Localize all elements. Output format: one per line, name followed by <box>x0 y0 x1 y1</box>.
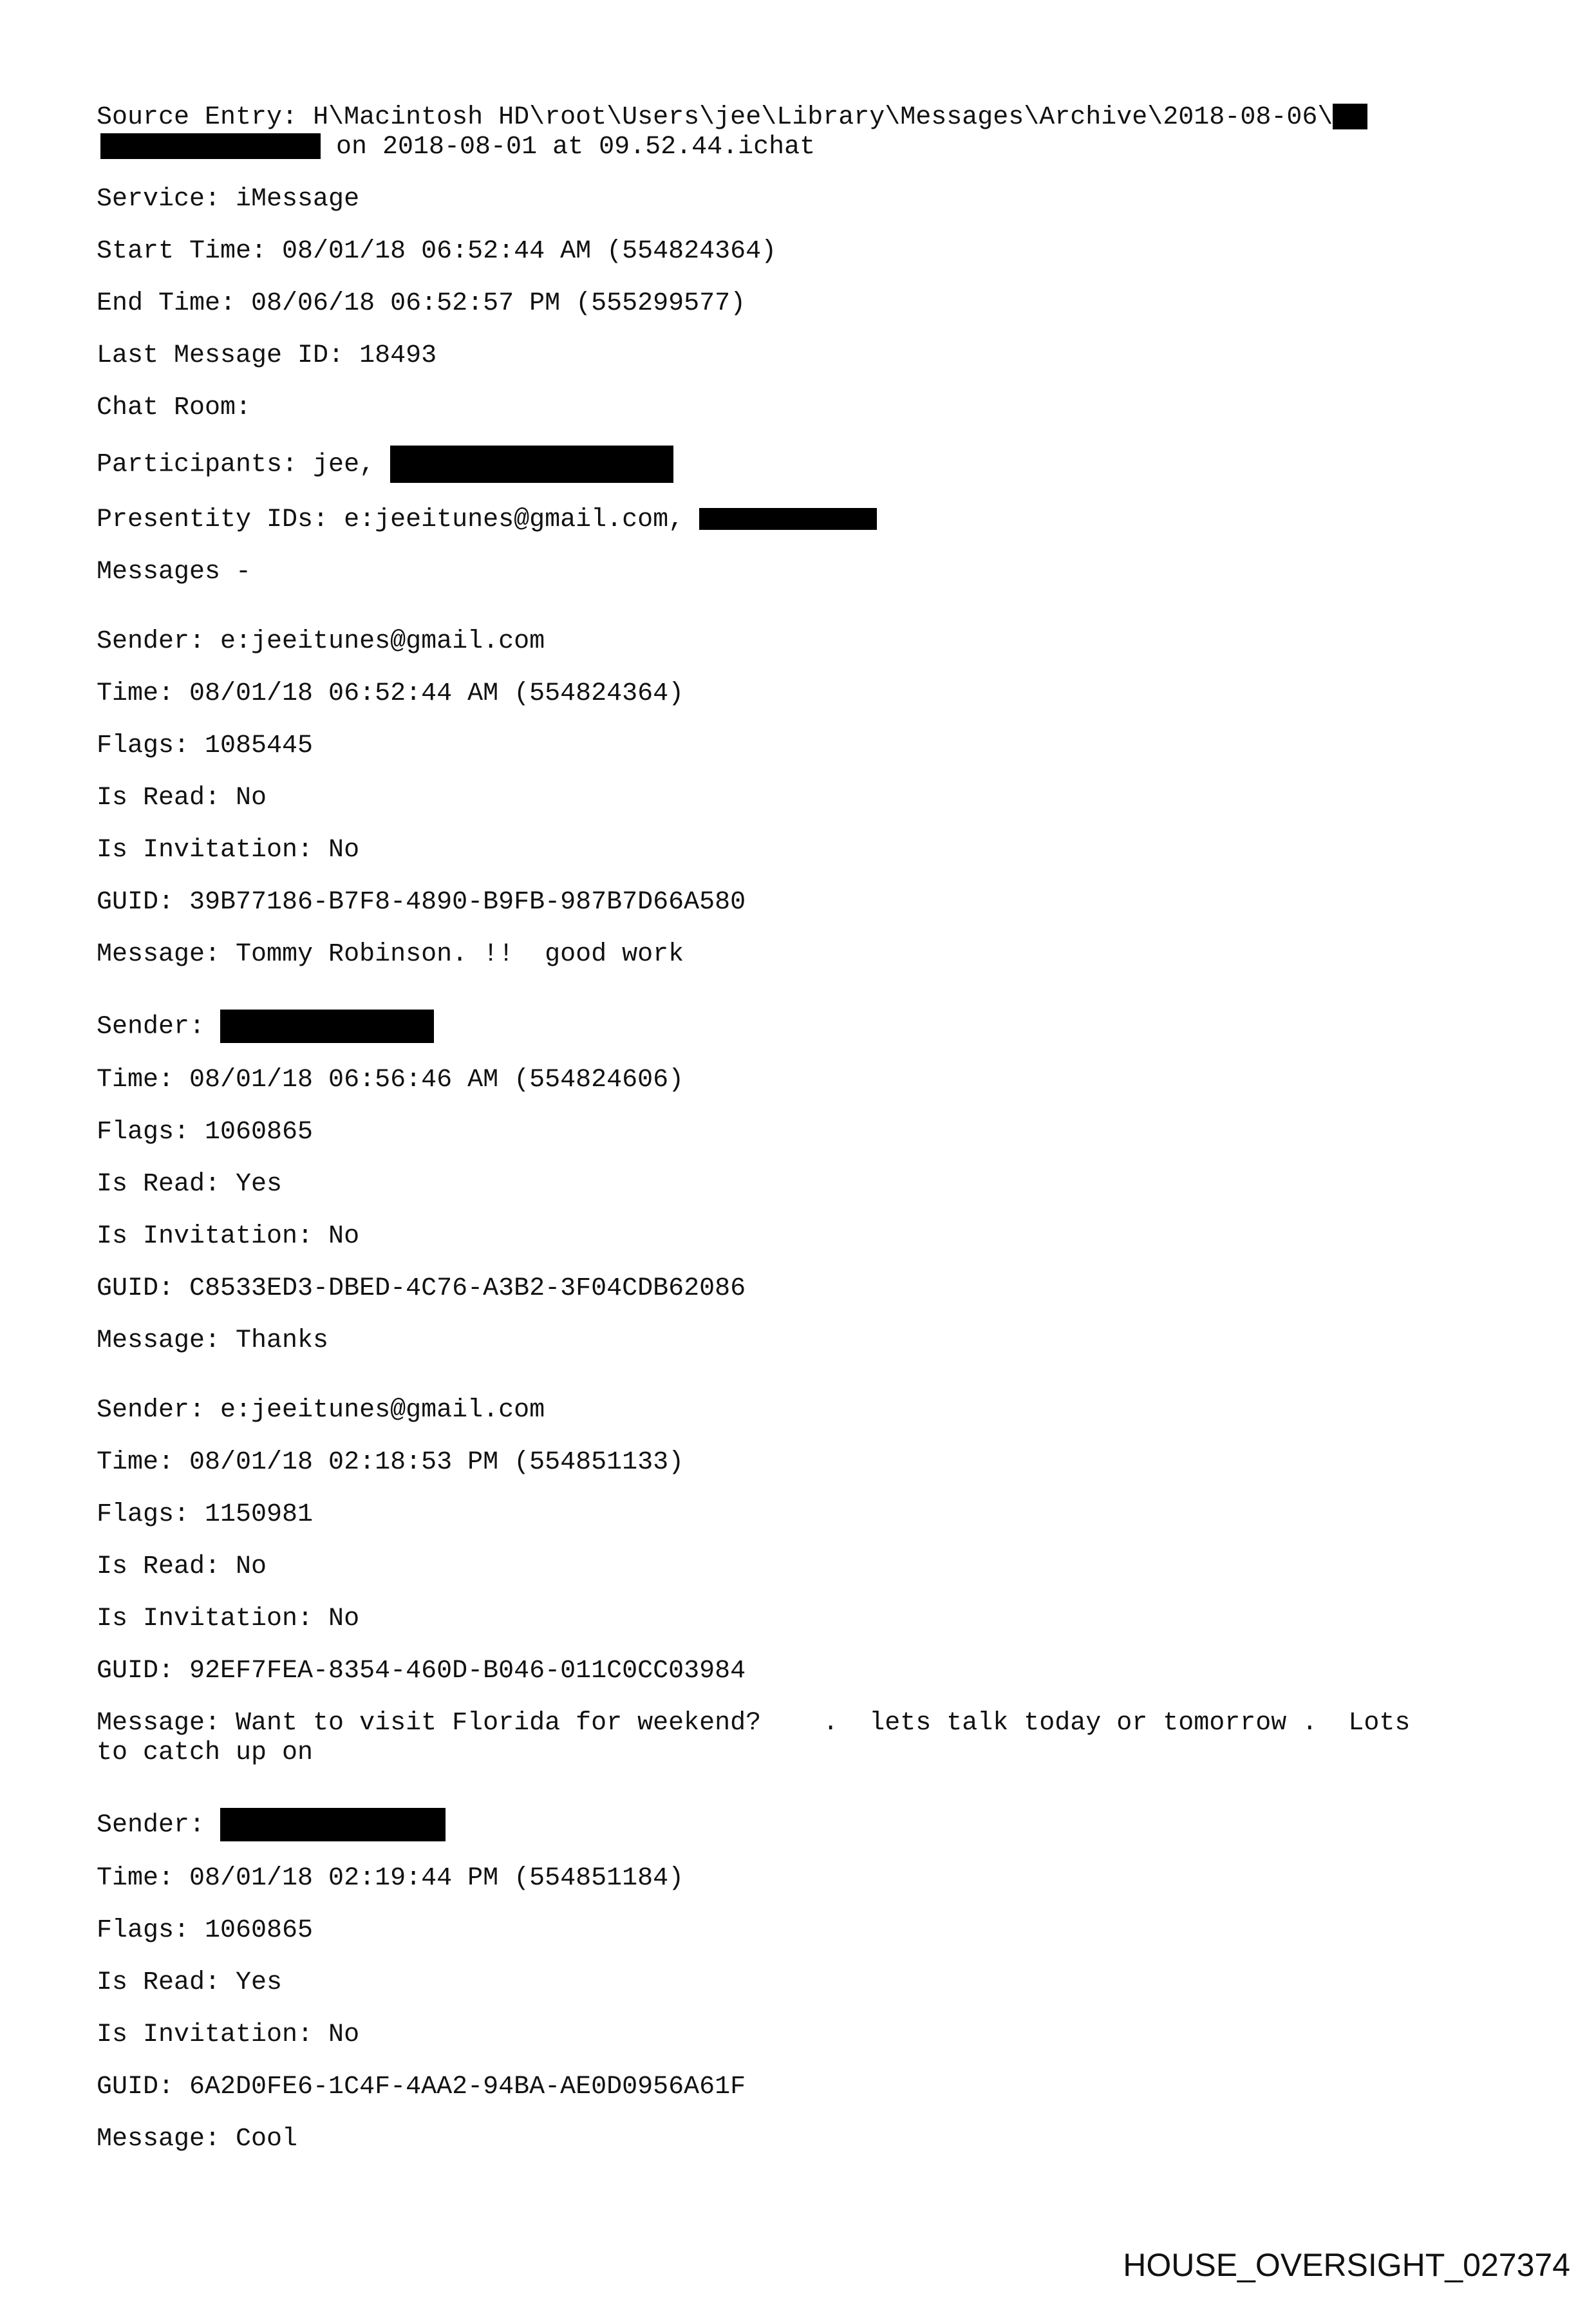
chat-room-line: Chat Room: <box>97 393 252 422</box>
end-time-line: End Time: 08/06/18 06:52:57 PM (555299577) <box>97 289 746 318</box>
message-time: Time: 08/01/18 06:52:44 AM (554824364) <box>97 679 684 708</box>
message-time: Time: 08/01/18 02:19:44 PM (554851184) <box>97 1864 684 1893</box>
message-is-invitation: Is Invitation: No <box>97 836 360 865</box>
message-record <box>97 627 1513 970</box>
redaction-box <box>100 133 321 159</box>
message-sender-label: Sender: <box>97 1012 205 1042</box>
message-guid: GUID: 39B77186-B7F8-4890-B9FB-987B7D66A580 <box>97 888 746 917</box>
message-text: Message: Want to visit Florida for weekend? . lets talk today or tomorrow . Lots to catch up on <box>97 1709 1411 1767</box>
message-is-read: Is Read: Yes <box>97 1968 283 1997</box>
source-entry-line-1 <box>97 103 1513 133</box>
message-time: Time: 08/01/18 06:56:46 AM (554824606) <box>97 1066 684 1095</box>
participants-label: Participants: jee, <box>97 450 375 480</box>
redaction-box <box>1333 104 1367 129</box>
message-text: Message: Cool <box>97 2125 298 2154</box>
redaction-box <box>220 1808 446 1841</box>
source-entry-line-2 <box>97 133 1513 162</box>
message-sender-label: Sender: <box>97 1810 205 1840</box>
source-entry-path: H\Macintosh HD\root\Users\jee\Library\Messages\Archive\2018-08-06\ <box>313 103 1333 132</box>
message-flags: Flags: 1060865 <box>97 1118 314 1147</box>
message-flags: Flags: 1060865 <box>97 1916 314 1945</box>
bates-number: HOUSE_OVERSIGHT_027374 <box>1123 2247 1570 2283</box>
last-message-id-line: Last Message ID: 18493 <box>97 341 437 370</box>
message-is-invitation: Is Invitation: No <box>97 1604 360 1633</box>
message-is-read: Is Read: No <box>97 784 267 813</box>
source-entry-suffix: on 2018-08-01 at 09.52.44.ichat <box>336 133 816 162</box>
redaction-box <box>390 446 673 483</box>
message-is-invitation: Is Invitation: No <box>97 2020 360 2049</box>
message-is-read: Is Read: No <box>97 1552 267 1581</box>
message-record <box>97 1010 1513 1356</box>
source-entry-label: Source Entry: <box>97 103 298 132</box>
redaction-box <box>220 1010 434 1043</box>
document-page <box>97 103 1513 2154</box>
message-flags: Flags: 1150981 <box>97 1500 314 1529</box>
message-sender: Sender: e:jeeitunes@gmail.com <box>97 627 545 656</box>
participants-line <box>97 446 1513 483</box>
message-record <box>97 1808 1513 2154</box>
message-guid: GUID: C8533ED3-DBED-4C76-A3B2-3F04CDB62086 <box>97 1274 746 1303</box>
message-guid: GUID: 6A2D0FE6-1C4F-4AA2-94BA-AE0D0956A61F <box>97 2073 746 2101</box>
presentity-ids-line <box>97 505 1513 535</box>
message-record <box>97 1396 1513 1768</box>
start-time-line: Start Time: 08/01/18 06:52:44 AM (554824364) <box>97 237 777 266</box>
service-line: Service: iMessage <box>97 185 360 214</box>
message-is-read: Is Read: Yes <box>97 1170 283 1199</box>
redaction-box <box>699 508 877 530</box>
message-is-invitation: Is Invitation: No <box>97 1222 360 1251</box>
messages-label-line: Messages - <box>97 558 252 587</box>
message-text: Message: Tommy Robinson. !! good work <box>97 940 684 969</box>
message-sender <box>97 1010 1513 1043</box>
message-guid: GUID: 92EF7FEA-8354-460D-B046-011C0CC03984 <box>97 1657 746 1686</box>
message-sender: Sender: e:jeeitunes@gmail.com <box>97 1396 545 1425</box>
presentity-label: Presentity IDs: e:jeeitunes@gmail.com, <box>97 505 684 534</box>
message-sender <box>97 1808 1513 1841</box>
message-text: Message: Thanks <box>97 1326 329 1355</box>
message-time: Time: 08/01/18 02:18:53 PM (554851133) <box>97 1448 684 1477</box>
message-flags: Flags: 1085445 <box>97 731 314 760</box>
